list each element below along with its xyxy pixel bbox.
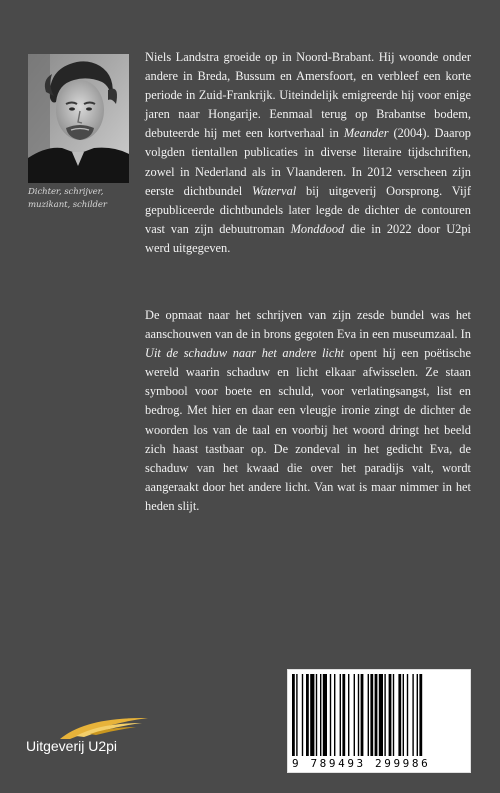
- barcode-bar: [316, 674, 317, 756]
- author-photo-image: [28, 54, 129, 183]
- barcode-bar: [379, 674, 383, 756]
- barcode-bar: [320, 674, 321, 756]
- barcode-bar: [417, 674, 418, 756]
- barcode-bar: [340, 674, 341, 756]
- barcode-bar: [393, 674, 394, 756]
- barcode-bar: [358, 674, 359, 756]
- barcode-bar: [354, 674, 355, 756]
- bio-title-meander: Meander: [343, 126, 389, 141]
- barcode-bar: [323, 674, 327, 756]
- photo-caption: Dichter, schrijver, muzikant, schilder: [28, 187, 107, 210]
- barcode-bar: [302, 674, 303, 756]
- description-book-title: Uit de schaduw naar het andere licht: [145, 346, 344, 361]
- description-text: opent hij een poëtische wereld waarin schaduw en licht elkaar afwisselen. Ze staan symbool voor boete en schuld, voor verlatingsangst, list en bedrog. Met hier en daar een vleugje ironie zingt de dichter de woorden los van de taal en voorbij het woord dringt het beeld zich haast tastbaar op. De zondeval in het gedicht Eva, de schaduw van het kwaad die over het paradijs valt, wordt aangeraakt door het andere licht. Van wat is maar nimmer in het heden slijt.: [145, 346, 471, 513]
- barcode-bar: [330, 674, 331, 756]
- barcode-bar: [296, 674, 297, 756]
- isbn-digits: 9 789493 299986: [292, 757, 431, 770]
- barcode-bar: [398, 674, 401, 756]
- barcode-bar: [403, 674, 404, 756]
- barcode-bar: [342, 674, 345, 756]
- book-description: [145, 306, 471, 516]
- barcode-bar: [370, 674, 373, 756]
- bio-text: bij uitgeverij Oorsprong. Vijf gepubliceerde dichtbundels later legde de dichter de contouren vast van zijn debuutroman: [145, 183, 471, 236]
- bio-title-monddood: Monddood: [290, 221, 345, 236]
- barcode-bar: [310, 674, 314, 756]
- author-bio: [145, 48, 471, 258]
- barcode-bar: [361, 674, 364, 756]
- description-text: De opmaat naar het schrijven van zijn zesde bundel was het aanschouwen van de in brons gegoten Eva in een museumzaal. In: [145, 308, 471, 342]
- barcode-bar: [412, 674, 413, 756]
- bio-text: (2004). Daarop volgden tientallen publicaties in diverse literaire tijdschriften, zowel in Nederland als in Vlaanderen. In 2012 verscheen zijn eerste dichtbundel: [145, 126, 471, 198]
- barcode-bar: [389, 674, 392, 756]
- author-photo: [28, 54, 129, 183]
- publisher-name: Uitgeverij U2pi: [26, 738, 118, 754]
- barcode-bar: [384, 674, 385, 756]
- barcode-bar: [375, 674, 378, 756]
- book-description-paragraph: [145, 306, 471, 516]
- bio-title-waterval: Waterval: [251, 183, 297, 198]
- barcode-bar: [407, 674, 408, 756]
- author-bio-paragraph: [145, 48, 471, 258]
- barcode-bar: [348, 674, 349, 756]
- barcode-bar: [292, 674, 295, 756]
- bio-text: die in 2022 door U2pi werd uitgegeven.: [145, 221, 471, 255]
- isbn-barcode: [287, 669, 471, 773]
- publisher-logo: [26, 715, 166, 765]
- bio-text: Niels Landstra groeide op in Noord-Brabant. Hij woonde onder andere in Breda, Bussum en Amersfoort, en verbleef een korte periode in Zuid-Frankrijk. Uiteindelijk emigreerde hij voor enige jaren naar Hongarije. Eenmaal terug op Brabantse bodem, debuteerde hij met een kortverhaal in: [145, 50, 471, 141]
- barcode-bar: [334, 674, 335, 756]
- barcode-bar: [306, 674, 309, 756]
- barcode-bar: [368, 674, 369, 756]
- barcode-bar: [419, 674, 422, 756]
